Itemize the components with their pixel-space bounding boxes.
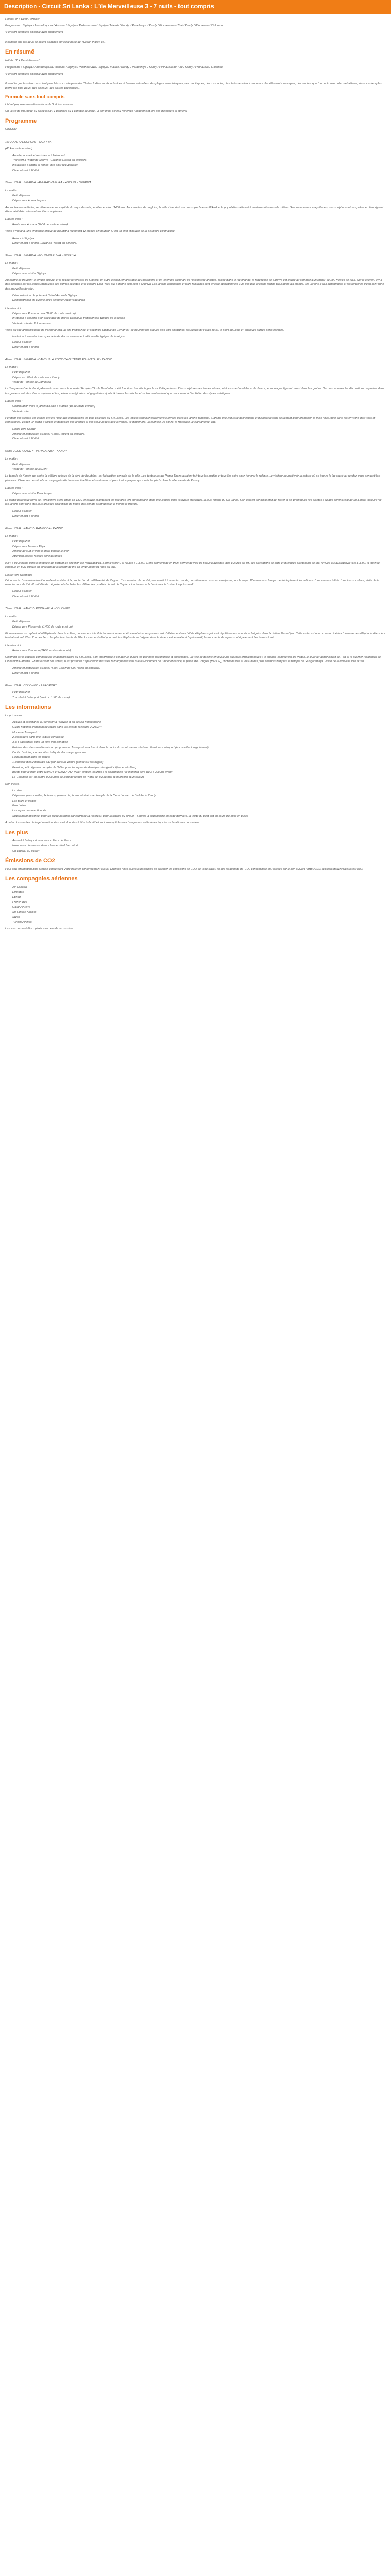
list-item: • Retour vers Colombo (2H00 environ de route)	[12, 649, 386, 653]
list-item: • Arrivée au sud et vers la gare pendre le train	[12, 549, 386, 553]
list-item: • Attention places restées sont garanties	[12, 554, 386, 558]
day-block-1	[5, 140, 386, 173]
day-title: 2ème JOUR : SIGIRIYA - ANURADHAPURA - AUKANA - SIGIRIYA	[5, 181, 92, 184]
resume-programme: Programme : Sigiriya / Anuradhapura / Aukana / Sigiriya / Polonnaruwa / Sigiriya / Matale / Kandy / Peradeniya / Kandy / Pinnawala ou Thé / Kandy / Pinnawala / Colombo	[5, 65, 223, 69]
included-list	[5, 720, 386, 779]
resume-paragraph: Il semble que les dieux se soient penchés sur cette perle de l'Océan Indien en abondant les richesses naturelles, des plages paradisiaques, des montagnes, des cascades, des forêts au vivant rencontre des éléphants sauvages, des plantes que l'on ne trouve nulle part ailleurs, dans ces temples pierre les plus vieux, des oiseaux, des pierres précieuses...	[5, 82, 382, 90]
day-activity-list	[5, 463, 386, 472]
list-item: • French Bee	[12, 900, 386, 904]
list-item: • Retour à l'hôtel	[12, 589, 386, 594]
list-item: • Qatar Airways	[12, 905, 386, 909]
list-item: • Billets pour le train entre KANDY et NANU-OYA (Aller simple) (soumis à la disponibilité ; le transfert sera de 2 à 3 jours avant)	[12, 770, 386, 774]
day-paragraph: (46 km route environ)	[5, 147, 33, 150]
time-label: La matin :	[5, 189, 18, 193]
day-activity-list	[5, 589, 386, 599]
list-item: • Transfert à l'hôtel de Sigiriya (Eriyahas Resort ou similaire)	[12, 158, 386, 162]
list-item: • Etihad	[12, 895, 386, 900]
list-item: • Dîner et nuit à l'hôtel	[12, 514, 386, 518]
list-item: • Route vers Aukana (2h00 de route environ)	[12, 223, 386, 227]
day-activity-list	[5, 620, 386, 629]
day-block-5	[5, 449, 386, 518]
information-note: A noter: Les durées de trajet mentionnées sont données à titre indicatif et sont susceptibles de changement suite à des imprévus climatiques ou routiers.	[5, 821, 200, 824]
section-heading-formula: Formule sans tout compris	[5, 94, 65, 100]
day-activity-list	[5, 509, 386, 518]
list-item: • Accueil et assistance à l'aéroport à l'arrivée et au départ francophone	[12, 720, 386, 724]
day-paragraph: Colombo est la capitale commerciale et administrative du Sri Lanka. Son importance s'est accrue durant les périodes hollandaise et britannique. La ville se décline en plusieurs quartiers emblématiques : le quartier commercial de Pettah, le quartier administratif de Fort et le quartier résidentiel de Cinnamon Gardens. En traversant ces zones, il est possible d'apercevoir des sites remarquables tels que le Monument de l'Indépendance, le palais de Congrès (BMICH), l'hôtel de ville et de l'un des plus célèbres temples, le temple de Gangaramaya. Visite de la nouvelle ville aussi.	[5, 656, 381, 664]
day-activity-list	[5, 427, 386, 442]
included-label: Le prix inclus :	[5, 714, 24, 718]
list-item: • Départ pour visiter Peradeniya	[12, 492, 386, 496]
list-item: • Retour à Sigiriya	[12, 236, 386, 241]
day-block-3	[5, 253, 386, 349]
list-item: • Petit déjeuner	[12, 194, 386, 198]
day-activity-list	[5, 666, 386, 675]
intro-programme: Programme : Sigiriya / Anuradhapura / Aukana / Sigiriya / Polonnaruwa / Sigiriya / Matale / Kandy / Peradeniya / Kandy / Pinnawala ou Thé / Kandy / Pinnawala / Colombo	[5, 24, 223, 28]
list-item: • Dîner et nuit à l'hôtel	[12, 345, 386, 349]
day-activity-list	[5, 294, 386, 303]
time-label: L'après-midi :	[5, 218, 23, 222]
list-item: • Transfert à l'aéroport (environ 1h00 de route)	[12, 696, 386, 700]
time-label: La matin :	[5, 457, 18, 461]
list-item: • Petit déjeuner	[12, 539, 386, 544]
day-paragraph: Au centre se trouvent le temple culturel et le rocher forteresse de Sigiriya, un autre exploit remarquable de l'ingénierie et un exemple étonnant de l'urbanisme antique. Taillée dans le roc orange, la forteresse de Sigiriya est située au sommet d'un rocher de 200 mètres de haut. Sur le chemin, il y a des fresques sur les parois rocheuses des dames célestes et le célèbre Lion Rock qui a donné son nom à Sigiriya. Les jardins aquatiques et leurs fontaines sont encore opérationnels, l'un des plus anciens jardins paysagers au monde. Les jardins d'eau symétriques et les fontaines d'eau sont l'une des merveilles du site.	[5, 279, 384, 291]
list-item: • Petit déjeuner	[12, 690, 386, 694]
day-block-8	[5, 684, 386, 700]
list-item: • Pourboires	[12, 804, 386, 808]
section-heading-co2: Émissions de CO2	[5, 857, 55, 864]
time-label: La matin :	[5, 615, 18, 618]
list-item: • Pension petit déjeuner complet de l'hôtel pour les repas de demi-pension (petit déjeuner et dîner)	[12, 766, 386, 770]
main-content	[0, 14, 391, 941]
time-label: L'après-midi :	[5, 643, 23, 647]
formula-line-2: Un verre de vin rouge ou blanc local ; 1 bouteille ou 1 canette de bière ; 1 soft drink ou eau minérale (uniquement lors des déjeuners et dîners)	[5, 110, 187, 113]
day-activity-list	[5, 649, 386, 653]
time-label: L'après-midi :	[5, 307, 23, 310]
day-paragraph: Visite d'Aukana, une immense statue de Bouddha mesurant 12 mètres en hauteur. C'est un chef d'oeuvre de la sculpture cinghalaise.	[5, 230, 176, 233]
list-item: • Petit déjeuner	[12, 620, 386, 624]
list-item: • Départ vers Anuradhapura	[12, 199, 386, 203]
list-item: • Démonstration de poterie à l'hôtel Aurvéda Sigiriya	[12, 294, 386, 298]
day-activity-list	[5, 335, 386, 349]
list-item: • Les tours et visites	[12, 799, 386, 803]
list-item: • Nous vous donnerons dans chaque hôtel bien situé	[12, 844, 386, 848]
day-paragraph: Le temple de Kandy, qui abrite la célèbre relique de la dent du Bouddha, est l'attraction centrale de la ville. Les tentateurs de Pagan Thera auraient fait tous les matins et tous les soirs pour honorer la relique. Le visiteur pourrait voir la culture où se trouve le lac sacré au rendez-vous pendant les périodes. Observez ces rituels accompagnés de tambours traditionnels est un must pour tout voyageur qui a mis les pieds dans la ville sacrée de Kandy.	[5, 474, 380, 482]
list-item: • Départ vers Pinnawala (1H00 de route environ)	[12, 625, 386, 629]
list-item: • 2 passagers dans une voiture climatisée	[12, 735, 386, 739]
circuit-label: CIRCUIT	[5, 128, 17, 131]
section-heading-resume: En résumé	[5, 49, 35, 56]
list-item: • Dépenses personnelles, boissons, permis de photos et vidéos au temple de la Dent/ bureau de Buddha à Kandy	[12, 794, 386, 798]
excluded-label: Non inclus :	[5, 783, 21, 786]
time-label: La matin :	[5, 534, 18, 538]
list-item: • Sri Lankan Airlines	[12, 910, 386, 914]
list-item: • Le visa	[12, 789, 386, 793]
list-item: • Départ vers Polonnaruwa (1h00 de route environ)	[12, 312, 386, 316]
list-item: • Petit déjeuner	[12, 370, 386, 375]
list-item: • Supplément optionnel pour un guide national francophone (à réserver) pour la totalité du circuit – Soumis à disponibilité en cette dernière, la visite du billet est en cours de mise en place	[12, 814, 386, 818]
list-item: • Dîner et nuit à l'hôtel	[12, 168, 386, 173]
companies-note: Les vols peuvent être opérés avec escale ou un stop...	[5, 927, 75, 931]
list-item: • Départ en début de route vers Kandy	[12, 376, 386, 380]
page-title-banner	[0, 0, 391, 14]
list-item: • Emirates	[12, 890, 386, 894]
day-activity-list	[5, 539, 386, 558]
list-item: • Hébergement dans les hôtels	[12, 755, 386, 759]
time-label: L'après-midi :	[5, 399, 23, 403]
list-item: • Petit déjeuner	[12, 463, 386, 467]
day-paragraph: Le Temple de Dambulla, également connu sous le nom de Temple d'Or de Dambulla, a été fondé au 1er siècle par le roi Valagambahu. Des sculptures anciennes et des peintures de Bouddha et de divers personnages figurent aussi dans les grottes. On peut admirer les décorations originales dans les grottes centrales. Les sculptures et les peintures originales ont gagné des ajouts à travers les siècles et se trouvent en tant que monument à l'évolution des styles artistiques.	[5, 387, 384, 395]
formula-line-1: L'hôtel propose en option la formule Soft tout compris :	[5, 103, 75, 106]
section-heading-informations: Les informations	[5, 704, 51, 711]
list-item: • Invitation à assister à un spectacle de danse classique traditionnelle typique de la région	[12, 335, 386, 339]
list-item: • Retour à l'hôtel	[12, 509, 386, 513]
list-item: • Entrées des sites mentionnés au programme. Transport sera fourni dans le cadre du circuit de transfert de départ vers aéroport (en modifiant supplément).	[12, 745, 386, 750]
resume-pension-note: *Pension complète possible avec supplément	[5, 72, 63, 76]
list-item: • Arrivée et installation à l'hôtel (Earl's Regent ou similaire)	[12, 432, 386, 436]
day-activity-list	[5, 267, 386, 276]
list-item: • Continuation vers le jardin d'Epice à Matale (1h de route environ)	[12, 404, 386, 409]
day-activity-list	[5, 492, 386, 496]
list-item: • 1 bouteille d'eau minérale par jour dans la voiture (aérée sur les trajets)	[12, 760, 386, 765]
list-item: • Mode de Transport :	[12, 731, 386, 735]
time-label: La matin :	[5, 262, 18, 265]
time-label: La matin :	[5, 365, 18, 369]
day-paragraph: Anuradhapura a été le première ancienne capitale du pays des rois pendant environ 1400 ans. Au carrefour de la gloire, la ville s'étendait sur une superficie de 52km2 et la population s'élevait à plusieurs dizaines de milliers. Ses monuments magnifiques, ses sculptures et ses palais en témoignent d'une véritable culture et traditions originales.	[5, 206, 384, 214]
day-block-7	[5, 607, 386, 676]
day-title: 5ème JOUR : KANDY - PERADENIYA - KANDY	[5, 450, 67, 453]
day-block-4	[5, 358, 386, 442]
section-heading-companies: Les compagnies aériennes	[5, 876, 78, 883]
day-activity-list	[5, 370, 386, 385]
list-item: • Démonstration de cuisine avec déjeuner local végétarien	[12, 298, 386, 302]
time-label: Route vers Ramboda	[5, 573, 32, 577]
day-activity-list	[5, 690, 386, 700]
day-title: 6ème JOUR : KANDY - RAMBODA - KANDY	[5, 527, 63, 530]
list-item: • Les repas non mentionnés	[12, 809, 386, 813]
list-item: • Turkish Airlines	[12, 920, 386, 924]
list-item: • Accueil à l'aéroport avec des colliers de fleurs	[12, 839, 386, 843]
list-item: • Dîner et nuit à l'hôtel	[12, 595, 386, 599]
list-item: • 3 à 4 passagers dans un mini-van climatisé	[12, 740, 386, 744]
day-paragraph: Découverte d'une usine traditionnelle et assister à la production du célèbre thé de Ceylan. L'exportation de ce thé, renommé à travers le monde, constitue une ressource majeure pour le pays. D'immenses champs de thé tapissent les collines d'une verdure infinie. Une fois sur place, visite de la manufacture de thé. Possibilité de déguster et d'acheter les différentes qualités de thé de Ceylan directement à la boutique de l'usine. L'après - midi	[5, 579, 380, 586]
day-title: 3ème JOUR : SIGIRIYA - POLONNARUWA - SIGIRIYA	[5, 254, 76, 258]
day-activity-list	[5, 312, 386, 326]
list-item: • Guide national francophone inclus dans les circuits (excepté 2023/24)	[12, 725, 386, 730]
day-activity-list	[5, 223, 386, 227]
list-item: • Route vers Kandy	[12, 427, 386, 431]
list-item: • Départ pour visiter Sigiriya	[12, 272, 386, 276]
list-item: • Petit déjeuner	[12, 267, 386, 271]
list-item: • Arrivée, accueil et assistance à l'aéroport	[12, 154, 386, 158]
day-paragraph: Pendant des siècles, les épices ont été l'une des exportations les plus célèbres du Sri Lanka. Les épices sont principalement cultivées dans les jardins familiaux. L'arome une industrie domestique et d'artisanat sont seulement pour promotion la mise hors route dans les environs des villes et campagnes. Visitez un jardin d'épices et dégustez des arômes et des saveurs tels que la vanille, le gingembre, la cannelle, le poivre, la muscade, le cardamome, etc.	[5, 416, 376, 424]
day-activity-list	[5, 404, 386, 414]
list-item: • Dîner et nuit à l'hôtel	[12, 671, 386, 675]
day-paragraph: Visite du site archéologique de Polonnaruwa, le site traditionnel et seconde capitale de Ceylan où se trouvent les statues des trois bouddhas, les ruines du Palais royal, le Bain du Lotus et quelques autres petits édifices.	[5, 329, 284, 332]
day-paragraph: Pinnawala est un orphelinat d'éléphants dans la colline, un moment à la fois impressionnant et étonnant où vous pourrez voir l'allaitement des bébés éléphants qui sont régulièrement nourris et baignés dans la rivière Maha Oya. Cette visite est une occasion idéale d'observer les éléphants dans leur habitat naturel. C'est l'un des lieux les plus fascinants de l'île. Le moment idéal pour voir les éléphants se baigner dans la rivière est le matin et l'après-midi, les moments de repas sont également fascinants à voir.	[5, 632, 386, 639]
intro-pension-note: *Pension complète possible avec supplément	[5, 31, 63, 35]
day-activity-list	[5, 236, 386, 246]
excluded-list	[5, 789, 386, 818]
day-activity-list	[5, 194, 386, 203]
page-title: Description - Circuit Sri Lanka : L'île Merveilleuse 3 - 7 nuits - tout compris	[4, 4, 214, 10]
day-block-2	[5, 181, 386, 245]
list-item: • Installation à l'hôtel et temps libre pour récupération	[12, 163, 386, 167]
plus-list	[5, 839, 386, 853]
list-item: • Un cadeau au départ	[12, 849, 386, 853]
day-activity-list	[5, 154, 386, 173]
time-label: L'après-midi :	[5, 486, 23, 490]
list-item: • Air Canada	[12, 885, 386, 889]
list-item: • Retour à l'hôtel	[12, 340, 386, 344]
day-title: 4ème JOUR : SIGIRIYA - DAMBULLA ROCK CAVE TEMPLES - MATALE - KANDY	[5, 358, 112, 361]
day-title: 1er JOUR : AEROPORT - SIGIRIYA	[5, 140, 52, 144]
list-item: • Droits d'entrée pour les sites indiqués dans le programme	[12, 751, 386, 755]
list-item: • Arrivée et installation à l'hôtel (Solty Colombo City Hotel ou similaire)	[12, 666, 386, 670]
day-paragraph: Le jardin botanique royal de Peradeniya a été établi en 1821 et couvre maintenant 60 hectares, en surplombant, dans une boucle dans la rivière Mahaweli, la plus longue du Sri Lanka. Son objectif principal était de tester et de promouvoir les plantes à usage commercial au Sri Lanka. Aujourd'hui les jardins sont l'une des plus grandes collections de fleurs des climats subtropicaux à travers le monde.	[5, 498, 382, 506]
list-item: • Visite de Temple de Dambulla	[12, 380, 386, 384]
intro-hotels: Hôtels: 3* + Demi-Pension*	[5, 18, 40, 21]
day-block-6	[5, 527, 386, 599]
list-item: • Dîner et nuit à l'hôtel (Eriyahas Resort ou similaire)	[12, 241, 386, 245]
day-title: 7ème JOUR : KANDY - PINNAWELA - COLOMBO	[5, 607, 70, 611]
resume-hotels: Hôtels: 3* + Demi-Pension*	[5, 59, 40, 62]
list-item: • Visite du site	[12, 410, 386, 414]
co2-text: Pour une information plus précise concernant votre trajet et conformément à la loi Grenelle nous avons la possibilité de calculer les émissions de CO2 de votre trajet, tel que la quantité de CO2 consommée en l'espace sur le lien suivant : http://www.ecologie.gouv.fr/calculateur-co2/	[5, 867, 363, 871]
day-title: 8ème JOUR : COLOMBO - AEROPORT	[5, 684, 57, 688]
list-item: • Visite du Temple de la Dent	[12, 467, 386, 471]
intro-block	[5, 17, 386, 44]
intro-note: Il semble que les deux se soient penchés sur celle porte de l'Océan Indien en...	[5, 41, 107, 44]
day-paragraph: Il n'y a deux trains dans la matinée qui partent en direction de Nawalapitiya, il arrive 08H40 et l'autre à 10H00. Cette promenade en train permet de voir de beaux paysages, des cultures de riz, des plantations de café et quelques plantations de thé. Arrivée à Nawalapitiya vers 10H00, la journée continue en bus/ voiture en direction de la région de thé en empruntant la route du thé.	[5, 562, 380, 569]
list-item: • Visite du site de Polonnaruwa	[12, 321, 386, 326]
section-heading-plus: Les plus	[5, 829, 28, 836]
list-item: • Swiss	[12, 915, 386, 919]
section-heading-programme: Programme	[5, 118, 37, 125]
list-item: • Le Colombo est au centre du journal de bord du retour de l'hôtel ce qui permet d'en profiter d'un séjour)	[12, 775, 386, 779]
list-item: • Dîner et nuit à l'hôtel	[12, 437, 386, 441]
airlines-list	[5, 885, 386, 924]
list-item: • Départ vers Nuwara Eliya	[12, 545, 386, 549]
list-item: • Invitation à assister à un spectacle de danse classique traditionnelle typique de la région	[12, 316, 386, 320]
